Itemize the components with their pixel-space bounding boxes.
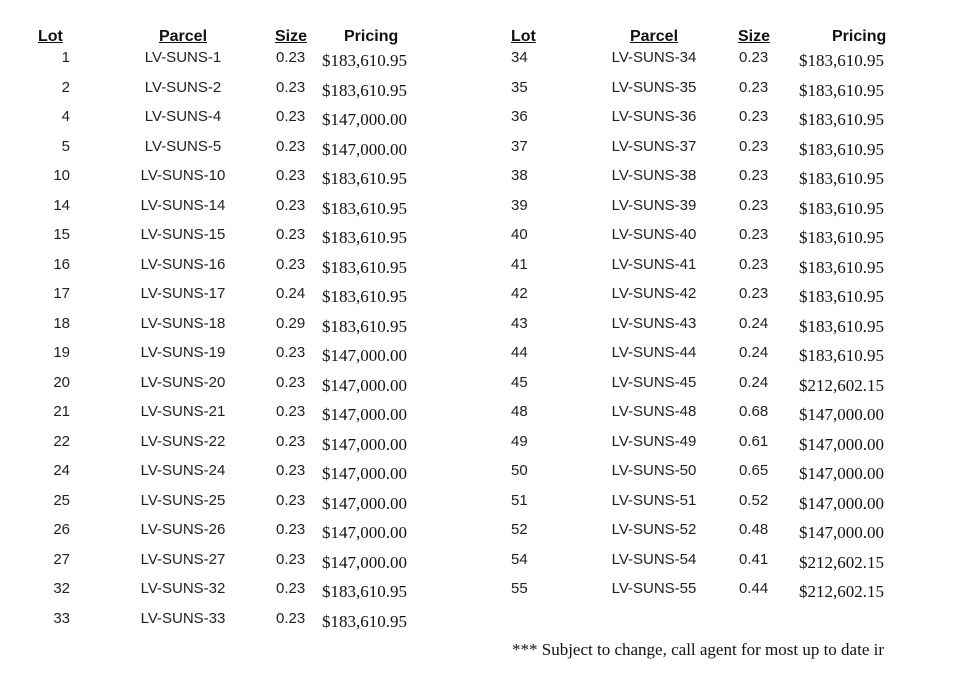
parcel-cell: LV-SUNS-55 [611, 580, 697, 597]
price-cell: $183,610.95 [322, 198, 407, 218]
size-cell: 0.23 [739, 49, 769, 66]
size-header: Size [275, 28, 308, 45]
parcel-header: Parcel [629, 28, 679, 45]
price-cell: $183,610.95 [322, 316, 407, 336]
lot-cell: 40 [511, 226, 528, 243]
pricing-header: Pricing [344, 28, 399, 45]
price-cell: $212,602.15 [799, 375, 884, 395]
price-cell: $183,610.95 [799, 316, 884, 336]
parcel-cell: LV-SUNS-27 [140, 550, 226, 568]
price-cell: $147,000.00 [799, 464, 884, 483]
size-cell: 0.48 [739, 521, 769, 538]
price-cell: $147,000.00 [322, 552, 407, 572]
parcel-cell: LV-SUNS-41 [611, 255, 697, 273]
lot-cell: 34 [511, 49, 528, 66]
parcel-cell: LV-SUNS-1 [144, 49, 222, 66]
price-cell: $183,610.95 [799, 110, 884, 129]
parcel-cell: LV-SUNS-19 [140, 344, 226, 361]
parcel-cell: LV-SUNS-32 [140, 580, 226, 597]
price-cell: $183,610.95 [322, 582, 407, 601]
price-cell: $183,610.95 [322, 257, 407, 277]
parcel-cell: LV-SUNS-36 [611, 108, 697, 125]
lot-header: Lot [511, 28, 536, 45]
price-cell: $183,610.95 [322, 287, 407, 306]
size-cell: 0.23 [276, 108, 306, 125]
lot-cell: 50 [511, 462, 528, 479]
price-cell: $183,610.95 [799, 257, 884, 277]
size-header: Size [738, 28, 771, 45]
parcel-cell: LV-SUNS-15 [140, 226, 226, 243]
lot-cell: 49 [511, 432, 528, 450]
lot-cell: 27 [53, 550, 70, 568]
lot-cell: 17 [53, 285, 70, 302]
lot-cell: 24 [53, 462, 70, 479]
lot-cell: 21 [53, 403, 70, 420]
price-cell: $183,610.95 [322, 80, 407, 100]
parcel-cell: LV-SUNS-21 [140, 403, 226, 420]
lot-cell: 18 [53, 314, 70, 332]
lot-cell: 43 [511, 314, 528, 332]
price-cell: $147,000.00 [322, 346, 407, 365]
size-cell: 0.23 [276, 609, 306, 627]
size-cell: 0.23 [739, 78, 769, 96]
price-cell: $147,000.00 [322, 405, 407, 424]
price-cell: $147,000.00 [322, 375, 407, 395]
size-cell: 0.23 [276, 137, 306, 155]
size-cell: 0.23 [276, 491, 306, 509]
price-cell: $183,610.95 [799, 51, 884, 70]
lot-cell: 44 [511, 344, 528, 361]
size-cell: 0.23 [276, 373, 306, 391]
parcel-header: Parcel [158, 28, 208, 45]
lot-cell: 55 [511, 580, 528, 597]
price-cell: $212,602.15 [799, 582, 884, 601]
price-cell: $183,610.95 [799, 346, 884, 365]
size-cell: 0.29 [276, 314, 306, 332]
parcel-cell: LV-SUNS-10 [140, 167, 226, 184]
price-cell: $147,000.00 [322, 139, 407, 159]
price-cell: $183,610.95 [799, 139, 884, 159]
parcel-cell: LV-SUNS-2 [144, 78, 222, 96]
lot-cell: 22 [53, 432, 70, 450]
size-cell: 0.23 [276, 521, 306, 538]
price-cell: $147,000.00 [799, 405, 884, 424]
lot-cell: 19 [53, 344, 70, 361]
price-cell: $147,000.00 [799, 493, 884, 513]
price-cell: $183,610.95 [322, 169, 407, 188]
lot-cell: 2 [61, 78, 70, 96]
size-cell: 0.23 [276, 550, 306, 568]
size-cell: 0.23 [276, 432, 306, 450]
lot-cell: 36 [511, 108, 528, 125]
size-cell: 0.61 [739, 432, 769, 450]
size-cell: 0.23 [276, 78, 306, 96]
size-cell: 0.68 [739, 403, 769, 420]
parcel-cell: LV-SUNS-35 [611, 78, 697, 96]
lot-cell: 26 [53, 521, 70, 538]
price-cell: $183,610.95 [322, 228, 407, 247]
parcel-cell: LV-SUNS-5 [144, 137, 222, 155]
size-cell: 0.23 [276, 255, 306, 273]
lot-cell: 48 [511, 403, 528, 420]
parcel-cell: LV-SUNS-20 [140, 373, 226, 391]
size-cell: 0.24 [739, 314, 769, 332]
size-cell: 0.23 [739, 137, 769, 155]
size-cell: 0.23 [739, 226, 769, 243]
parcel-cell: LV-SUNS-43 [611, 314, 697, 332]
parcel-cell: LV-SUNS-45 [611, 373, 697, 391]
parcel-cell: LV-SUNS-48 [611, 403, 697, 420]
parcel-cell: LV-SUNS-16 [140, 255, 226, 273]
parcel-cell: LV-SUNS-17 [140, 285, 226, 302]
price-cell: $147,000.00 [322, 434, 407, 454]
price-cell: $183,610.95 [799, 80, 884, 100]
lot-cell: 25 [53, 491, 70, 509]
price-cell: $183,610.95 [799, 169, 884, 188]
price-cell: $212,602.15 [799, 552, 884, 572]
parcel-cell: LV-SUNS-39 [611, 196, 697, 214]
disclaimer-footnote: *** Subject to change, call agent for most up to date ir [512, 640, 885, 659]
lot-cell: 1 [61, 49, 70, 66]
lot-cell: 4 [61, 108, 70, 125]
parcel-cell: LV-SUNS-52 [611, 521, 697, 538]
size-cell: 0.24 [276, 285, 306, 302]
lot-cell: 42 [511, 285, 528, 302]
lot-cell: 14 [53, 196, 70, 214]
price-cell: $147,000.00 [799, 434, 884, 454]
size-cell: 0.23 [276, 226, 306, 243]
parcel-cell: LV-SUNS-37 [611, 137, 697, 155]
parcel-cell: LV-SUNS-34 [611, 49, 697, 66]
lot-cell: 38 [511, 167, 528, 184]
size-cell: 0.23 [739, 255, 769, 273]
size-cell: 0.23 [739, 108, 769, 125]
parcel-cell: LV-SUNS-40 [611, 226, 697, 243]
parcel-cell: LV-SUNS-50 [611, 462, 697, 479]
price-cell: $183,610.95 [799, 228, 884, 247]
price-cell: $147,000.00 [322, 464, 407, 483]
parcel-cell: LV-SUNS-38 [611, 167, 697, 184]
size-cell: 0.23 [276, 344, 306, 361]
size-cell: 0.23 [739, 167, 769, 184]
lot-cell: 20 [53, 373, 70, 391]
lot-cell: 41 [511, 255, 528, 273]
lot-cell: 10 [53, 167, 70, 184]
parcel-cell: LV-SUNS-33 [140, 609, 226, 627]
size-cell: 0.23 [739, 285, 769, 302]
size-cell: 0.52 [739, 491, 769, 509]
price-cell: $147,000.00 [322, 110, 407, 129]
size-cell: 0.23 [276, 167, 306, 184]
parcel-cell: LV-SUNS-51 [611, 491, 697, 509]
size-cell: 0.24 [739, 344, 769, 361]
price-cell: $147,000.00 [322, 493, 407, 513]
price-cell: $147,000.00 [322, 523, 407, 542]
price-cell: $183,610.95 [322, 611, 407, 631]
lot-cell: 33 [53, 609, 70, 627]
price-cell: $147,000.00 [799, 523, 884, 542]
size-cell: 0.24 [739, 373, 769, 391]
lot-cell: 35 [511, 78, 528, 96]
parcel-cell: LV-SUNS-18 [140, 314, 226, 332]
parcel-cell: LV-SUNS-54 [611, 550, 697, 568]
parcel-cell: LV-SUNS-26 [140, 521, 226, 538]
size-cell: 0.23 [276, 196, 306, 214]
size-cell: 0.44 [739, 580, 769, 597]
size-cell: 0.23 [276, 462, 306, 479]
lot-header: Lot [38, 28, 63, 45]
lot-cell: 16 [53, 255, 70, 273]
parcel-cell: LV-SUNS-22 [140, 432, 226, 450]
parcel-cell: LV-SUNS-25 [140, 491, 226, 509]
lot-cell: 52 [511, 521, 528, 538]
lot-cell: 39 [511, 196, 528, 214]
parcel-cell: LV-SUNS-24 [140, 462, 226, 479]
size-cell: 0.23 [276, 49, 306, 66]
price-cell: $183,610.95 [322, 51, 407, 70]
price-cell: $183,610.95 [799, 287, 884, 306]
lot-cell: 15 [53, 226, 70, 243]
lot-cell: 37 [511, 137, 528, 155]
size-cell: 0.23 [276, 580, 306, 597]
parcel-cell: LV-SUNS-42 [611, 285, 697, 302]
lot-cell: 5 [61, 137, 70, 155]
size-cell: 0.41 [739, 550, 769, 568]
lot-cell: 54 [511, 550, 528, 568]
price-cell: $183,610.95 [799, 198, 884, 218]
lot-cell: 51 [511, 491, 528, 509]
size-cell: 0.23 [739, 196, 769, 214]
parcel-cell: LV-SUNS-44 [611, 344, 697, 361]
pricing-header: Pricing [832, 28, 887, 45]
parcel-cell: LV-SUNS-4 [144, 108, 222, 125]
lot-cell: 45 [511, 373, 528, 391]
size-cell: 0.65 [739, 462, 769, 479]
lot-cell: 32 [53, 580, 70, 597]
size-cell: 0.23 [276, 403, 306, 420]
parcel-cell: LV-SUNS-49 [611, 432, 697, 450]
parcel-cell: LV-SUNS-14 [140, 196, 226, 214]
